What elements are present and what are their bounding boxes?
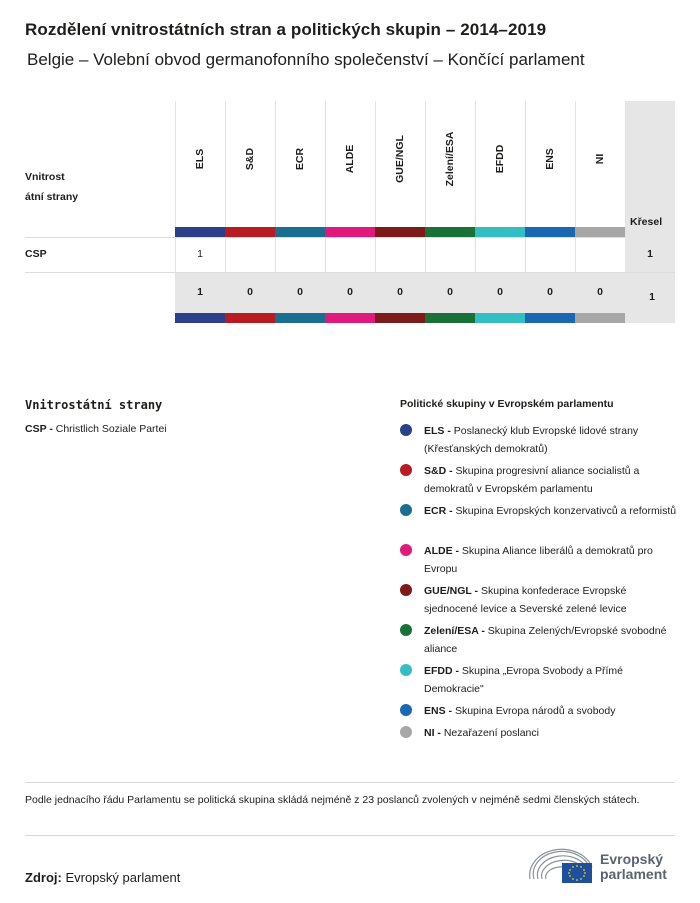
divider <box>25 835 675 836</box>
group-abbr: EFDD - <box>424 665 459 677</box>
group-color-dot-icon <box>400 544 412 556</box>
european-parliament-logo <box>528 845 678 885</box>
group-legend-item <box>400 702 680 720</box>
group-name: Skupina Zelených/Evropské svobodné aliance <box>424 625 667 655</box>
group-label: NI <box>594 153 606 165</box>
national-party-abbr: CSP - <box>25 423 53 435</box>
group-legend-item <box>400 462 680 498</box>
group-name: Skupina Evropských konzervativců a reformistů <box>455 505 677 517</box>
total-seats: 1 <box>649 291 655 303</box>
group-total-cell: 0 <box>297 286 303 298</box>
group-total-cell: 0 <box>497 286 503 298</box>
group-color-bar <box>275 313 325 323</box>
group-color-bar <box>525 313 575 323</box>
group-abbr: Zelení/ESA - <box>424 625 485 637</box>
group-label: ENS <box>544 148 556 170</box>
group-color-dot-icon <box>400 584 412 596</box>
group-color-bar <box>475 313 525 323</box>
group-color-bar <box>175 313 225 323</box>
group-column-header <box>175 101 225 227</box>
group-color-bar <box>475 227 525 237</box>
group-label: ECR <box>294 147 306 171</box>
seats-header-label: Křesel <box>630 216 663 228</box>
national-parties-legend-title: Vnitrostátní strany <box>25 398 163 412</box>
logo-text <box>600 852 667 882</box>
group-column-header <box>525 101 575 227</box>
group-name: Skupina Aliance liberálů a demokratů pro Evropu <box>424 545 653 575</box>
group-total-cell: 0 <box>597 286 603 298</box>
group-color-dot-icon <box>400 624 412 636</box>
row-divider <box>25 272 675 273</box>
group-name: Poslanecký klub Evropské lidové strany (Křesťanských demokratů) <box>424 425 639 455</box>
group-total-cell: 0 <box>397 286 403 298</box>
group-abbr: S&D - <box>424 465 453 477</box>
group-color-bar <box>375 227 425 237</box>
group-color-bar <box>575 227 625 237</box>
group-column-header <box>275 101 325 227</box>
party-group-table <box>25 101 675 323</box>
parties-column-header: Vnitrost átní strany <box>25 171 79 203</box>
group-total-cell: 0 <box>547 286 553 298</box>
party-seat-count: 1 <box>647 248 653 260</box>
group-color-bar <box>175 227 225 237</box>
table-cell: 1 <box>197 248 203 260</box>
group-abbr: ELS - <box>424 425 451 437</box>
group-column-header <box>325 101 375 227</box>
group-total-cell: 1 <box>197 286 203 298</box>
source-line <box>25 870 180 885</box>
group-color-dot-icon <box>400 464 412 476</box>
group-color-bar <box>325 313 375 323</box>
group-color-dot-icon <box>400 726 412 738</box>
group-color-dot-icon <box>400 704 412 716</box>
group-color-bar <box>575 313 625 323</box>
hemicycle-icon <box>528 845 594 885</box>
group-name: Skupina progresivní aliance socialistů a demokratů v Evropském parlamentu <box>424 465 640 495</box>
group-column-header <box>375 101 425 227</box>
group-color-bar <box>375 313 425 323</box>
national-party-name: Christlich Soziale Partei <box>55 423 167 435</box>
group-label: S&D <box>244 147 256 171</box>
group-column-header <box>225 101 275 227</box>
group-color-bar <box>225 313 275 323</box>
source-label: Zdroj: <box>25 870 62 885</box>
group-color-bar <box>525 227 575 237</box>
group-total-cell: 0 <box>247 286 253 298</box>
group-label: ELS <box>194 148 206 170</box>
group-column-header <box>575 101 625 227</box>
group-label: GUE/NGL <box>394 135 406 183</box>
group-legend-item <box>400 422 680 458</box>
page-title: Rozdělení vnitrostátních stran a politických skupin – 2014–2019 <box>25 20 547 39</box>
logo-line-2: parlament <box>600 866 667 882</box>
political-groups-legend-title: Politické skupiny v Evropském parlamentu <box>400 398 614 410</box>
group-color-bar <box>225 227 275 237</box>
group-abbr: ALDE - <box>424 545 459 557</box>
footnote: Podle jednacího řádu Parlamentu se politická skupina skládá nejméně z 23 poslanců zvolených v nejméně sedmi členských státech. <box>25 794 640 806</box>
group-legend-item <box>400 582 680 618</box>
seats-column-header <box>625 101 675 237</box>
group-abbr: ENS - <box>424 705 453 717</box>
national-party-legend-item <box>25 423 167 435</box>
group-abbr: ECR - <box>424 505 453 517</box>
group-name: Skupina Evropa národů a svobody <box>454 705 616 717</box>
group-label: EFDD <box>494 144 506 174</box>
group-color-bar <box>275 227 325 237</box>
group-abbr: NI - <box>424 727 441 739</box>
group-label: ALDE <box>344 144 356 174</box>
group-color-dot-icon <box>400 504 412 516</box>
source-value: Evropský parlament <box>65 870 181 885</box>
group-legend-item <box>400 724 680 742</box>
divider <box>25 782 675 783</box>
group-legend-item <box>400 662 680 698</box>
group-legend-item <box>400 622 680 658</box>
group-color-dot-icon <box>400 424 412 436</box>
logo-line-1: Evropský <box>600 851 664 867</box>
group-color-dot-icon <box>400 664 412 676</box>
group-column-header <box>425 101 475 227</box>
group-legend-item <box>400 542 680 578</box>
group-abbr: GUE/NGL - <box>424 585 479 597</box>
group-color-bar <box>325 227 375 237</box>
group-column-header <box>475 101 525 227</box>
group-total-cell: 0 <box>447 286 453 298</box>
party-row-label: CSP <box>25 248 47 260</box>
group-color-bar <box>425 227 475 237</box>
group-label: Zelení/ESA <box>444 131 456 187</box>
group-color-bar <box>425 313 475 323</box>
group-legend-item <box>400 502 680 520</box>
group-name: Skupina konfederace Evropské sjednocené levice a Severské zelené levice <box>424 585 627 615</box>
group-name: Nezařazení poslanci <box>443 727 539 739</box>
page-subtitle: Belgie – Volební obvod germanofonního společenství – Končící parlament <box>27 50 585 69</box>
group-name: Skupina „Evropa Svobody a Přímé Demokracie" <box>424 665 624 695</box>
group-total-cell: 0 <box>347 286 353 298</box>
row-divider <box>25 237 675 238</box>
